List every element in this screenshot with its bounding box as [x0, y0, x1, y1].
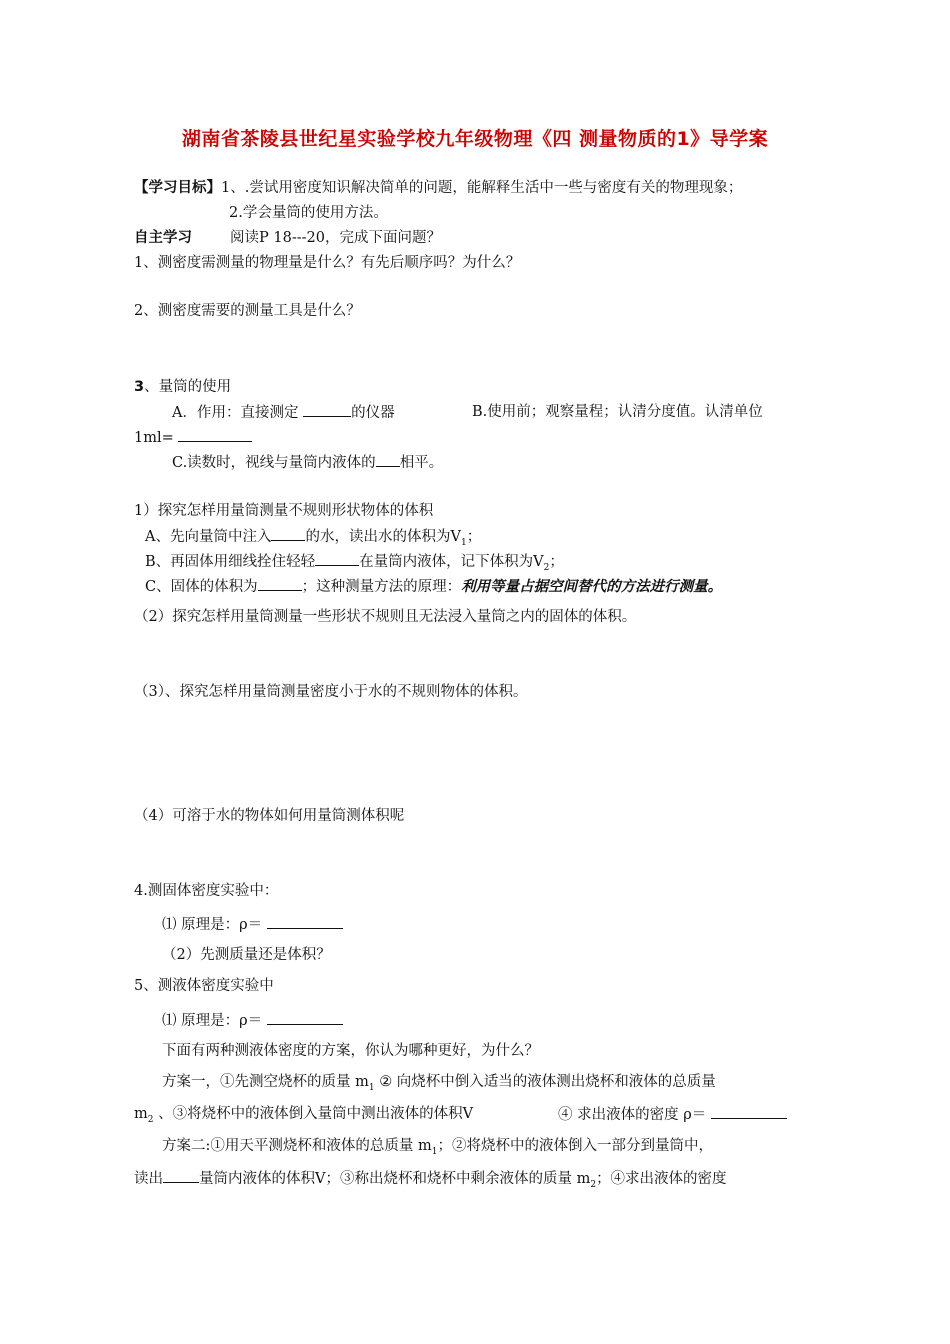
question-2: 2、测密度需要的测量工具是什么？	[134, 303, 361, 319]
plan-2-line-1	[162, 1136, 713, 1162]
explore-1-c	[145, 576, 722, 597]
plan-1-m2: m	[134, 1106, 148, 1122]
answer-blank[interactable]	[315, 551, 359, 566]
answer-blank[interactable]	[267, 1010, 343, 1025]
answer-blank[interactable]	[163, 1168, 199, 1183]
q5-principle-text: ⑴ 原理是：ρ＝	[162, 1013, 267, 1029]
question-5-heading: 5、测液体密度实验中	[134, 978, 274, 994]
self-study-line	[134, 228, 441, 248]
subscript: 1	[368, 1082, 375, 1093]
subscript: 2	[147, 1114, 154, 1125]
q3-line-c	[172, 452, 443, 473]
plan-1-text-b: ② 向烧杯中倒入适当的液体测出烧杯和液体的总质量	[374, 1074, 716, 1090]
punctuation: ；	[549, 554, 564, 570]
plan-2-line-2	[134, 1168, 727, 1195]
subscript: 2	[590, 1179, 597, 1190]
plan-1-line-2	[134, 1104, 473, 1130]
answer-blank[interactable]	[258, 576, 302, 591]
explore-1-c-text: C、固体的体积为	[145, 579, 258, 595]
q3-c-text: C.读数时，视线与量筒内液体的	[172, 455, 376, 471]
plan-1-density-text: ④ 求出液体的密度 ρ＝	[558, 1107, 711, 1123]
plan-2-text-d: ；④求出液体的密度	[596, 1171, 727, 1187]
q4-principle	[162, 914, 343, 935]
plan-1-line-1	[162, 1072, 716, 1098]
answer-blank[interactable]	[376, 452, 400, 467]
method-principle: 利用等量占据空间替代的方法进行测量。	[461, 579, 723, 595]
q3-line-a	[172, 402, 395, 423]
objective-1: 1、.尝试用密度知识解决简单的问题，能解释生活中一些与密度有关的物理现象；	[221, 180, 743, 196]
q4-order: （2）先测质量还是体积？	[162, 947, 331, 963]
explore-2: （2）探究怎样用量筒测量一些形状不规则且无法浸入量筒之内的固体的体积。	[134, 609, 637, 625]
q3-ml-line	[134, 427, 252, 448]
q5-principle	[162, 1010, 343, 1031]
self-study-text: 阅读P 18---20，完成下面问题？	[230, 230, 441, 246]
explore-1-c-mid: ；这种测量方法的原理：	[301, 579, 462, 595]
explore-1-b-suffix: 在量筒内液体，记下体积为V	[359, 554, 544, 570]
question-3-heading	[134, 377, 231, 397]
q5-question: 下面有两种测液体密度的方案，你认为哪种更好，为什么？	[162, 1043, 539, 1059]
self-study-label: 自主学习	[134, 230, 192, 246]
explore-1-a-suffix: 的水，读出水的体积为V	[305, 529, 461, 545]
explore-1-a	[145, 526, 481, 553]
subscript: 1	[460, 537, 467, 548]
subscript: 2	[543, 562, 550, 573]
plan-2-text: 方案二:①用天平测烧杯和液体的总质量 m	[162, 1138, 432, 1154]
page-title: 湖南省茶陵县世纪星实验学校九年级物理《四 测量物质的1》导学案	[181, 128, 769, 150]
answer-blank[interactable]	[178, 427, 252, 442]
subscript: 1	[431, 1146, 438, 1157]
answer-blank[interactable]	[303, 402, 351, 417]
punctuation: ；	[466, 529, 482, 545]
explore-1-b-text: B、再固体用细线拴住轻轻	[145, 554, 316, 570]
q3-line-b: B.使用前；观察量程；认清分度值。认清单位	[472, 404, 763, 420]
objectives-line-1	[134, 178, 742, 198]
question-1: 1、测密度需测量的物理量是什么？有先后顺序吗？为什么？	[134, 255, 521, 271]
answer-blank[interactable]	[267, 914, 343, 929]
q3-heading-text: 、量筒的使用	[144, 379, 232, 395]
plan-1-density	[558, 1104, 787, 1125]
q4-principle-text: ⑴ 原理是：ρ＝	[162, 917, 267, 933]
q3-number: 3	[134, 379, 145, 395]
q3-ml-text: 1ml=	[134, 430, 179, 446]
q3-a-suffix: 的仪器	[351, 405, 395, 421]
plan-2-read: 读出	[134, 1171, 163, 1187]
question-4-heading: 4.测固体密度实验中：	[134, 883, 279, 899]
q3-a-text: A．作用：直接测定	[172, 405, 304, 421]
explore-1-heading: 1）探究怎样用量筒测量不规则形状物体的体积	[134, 503, 434, 519]
plan-1-text: 方案一，①先测空烧杯的质量 m	[162, 1074, 369, 1090]
plan-1-text-c: 、③将烧杯中的液体倒入量筒中测出液体的体积V	[153, 1106, 474, 1122]
answer-blank[interactable]	[711, 1104, 787, 1119]
objective-2: 2.学会量筒的使用方法。	[229, 205, 388, 221]
objectives-label: 【学习目标】	[134, 180, 221, 196]
explore-1-a-text: A、先向量筒中注入	[145, 529, 272, 545]
explore-4: （4）可溶于水的物体如何用量筒测体积呢	[134, 808, 405, 824]
explore-3: （3）、探究怎样用量筒测量密度小于水的不规则物体的体积。	[134, 684, 528, 700]
plan-2-text-b: ；②将烧杯中的液体倒入一部分到量筒中，	[437, 1138, 713, 1154]
plan-2-text-c: 量筒内液体的体积V；③称出烧杯和烧杯中剩余液体的质量 m	[199, 1171, 591, 1187]
q3-c-suffix: 相平。	[399, 455, 444, 471]
explore-1-b	[145, 551, 564, 578]
answer-blank[interactable]	[271, 526, 305, 541]
